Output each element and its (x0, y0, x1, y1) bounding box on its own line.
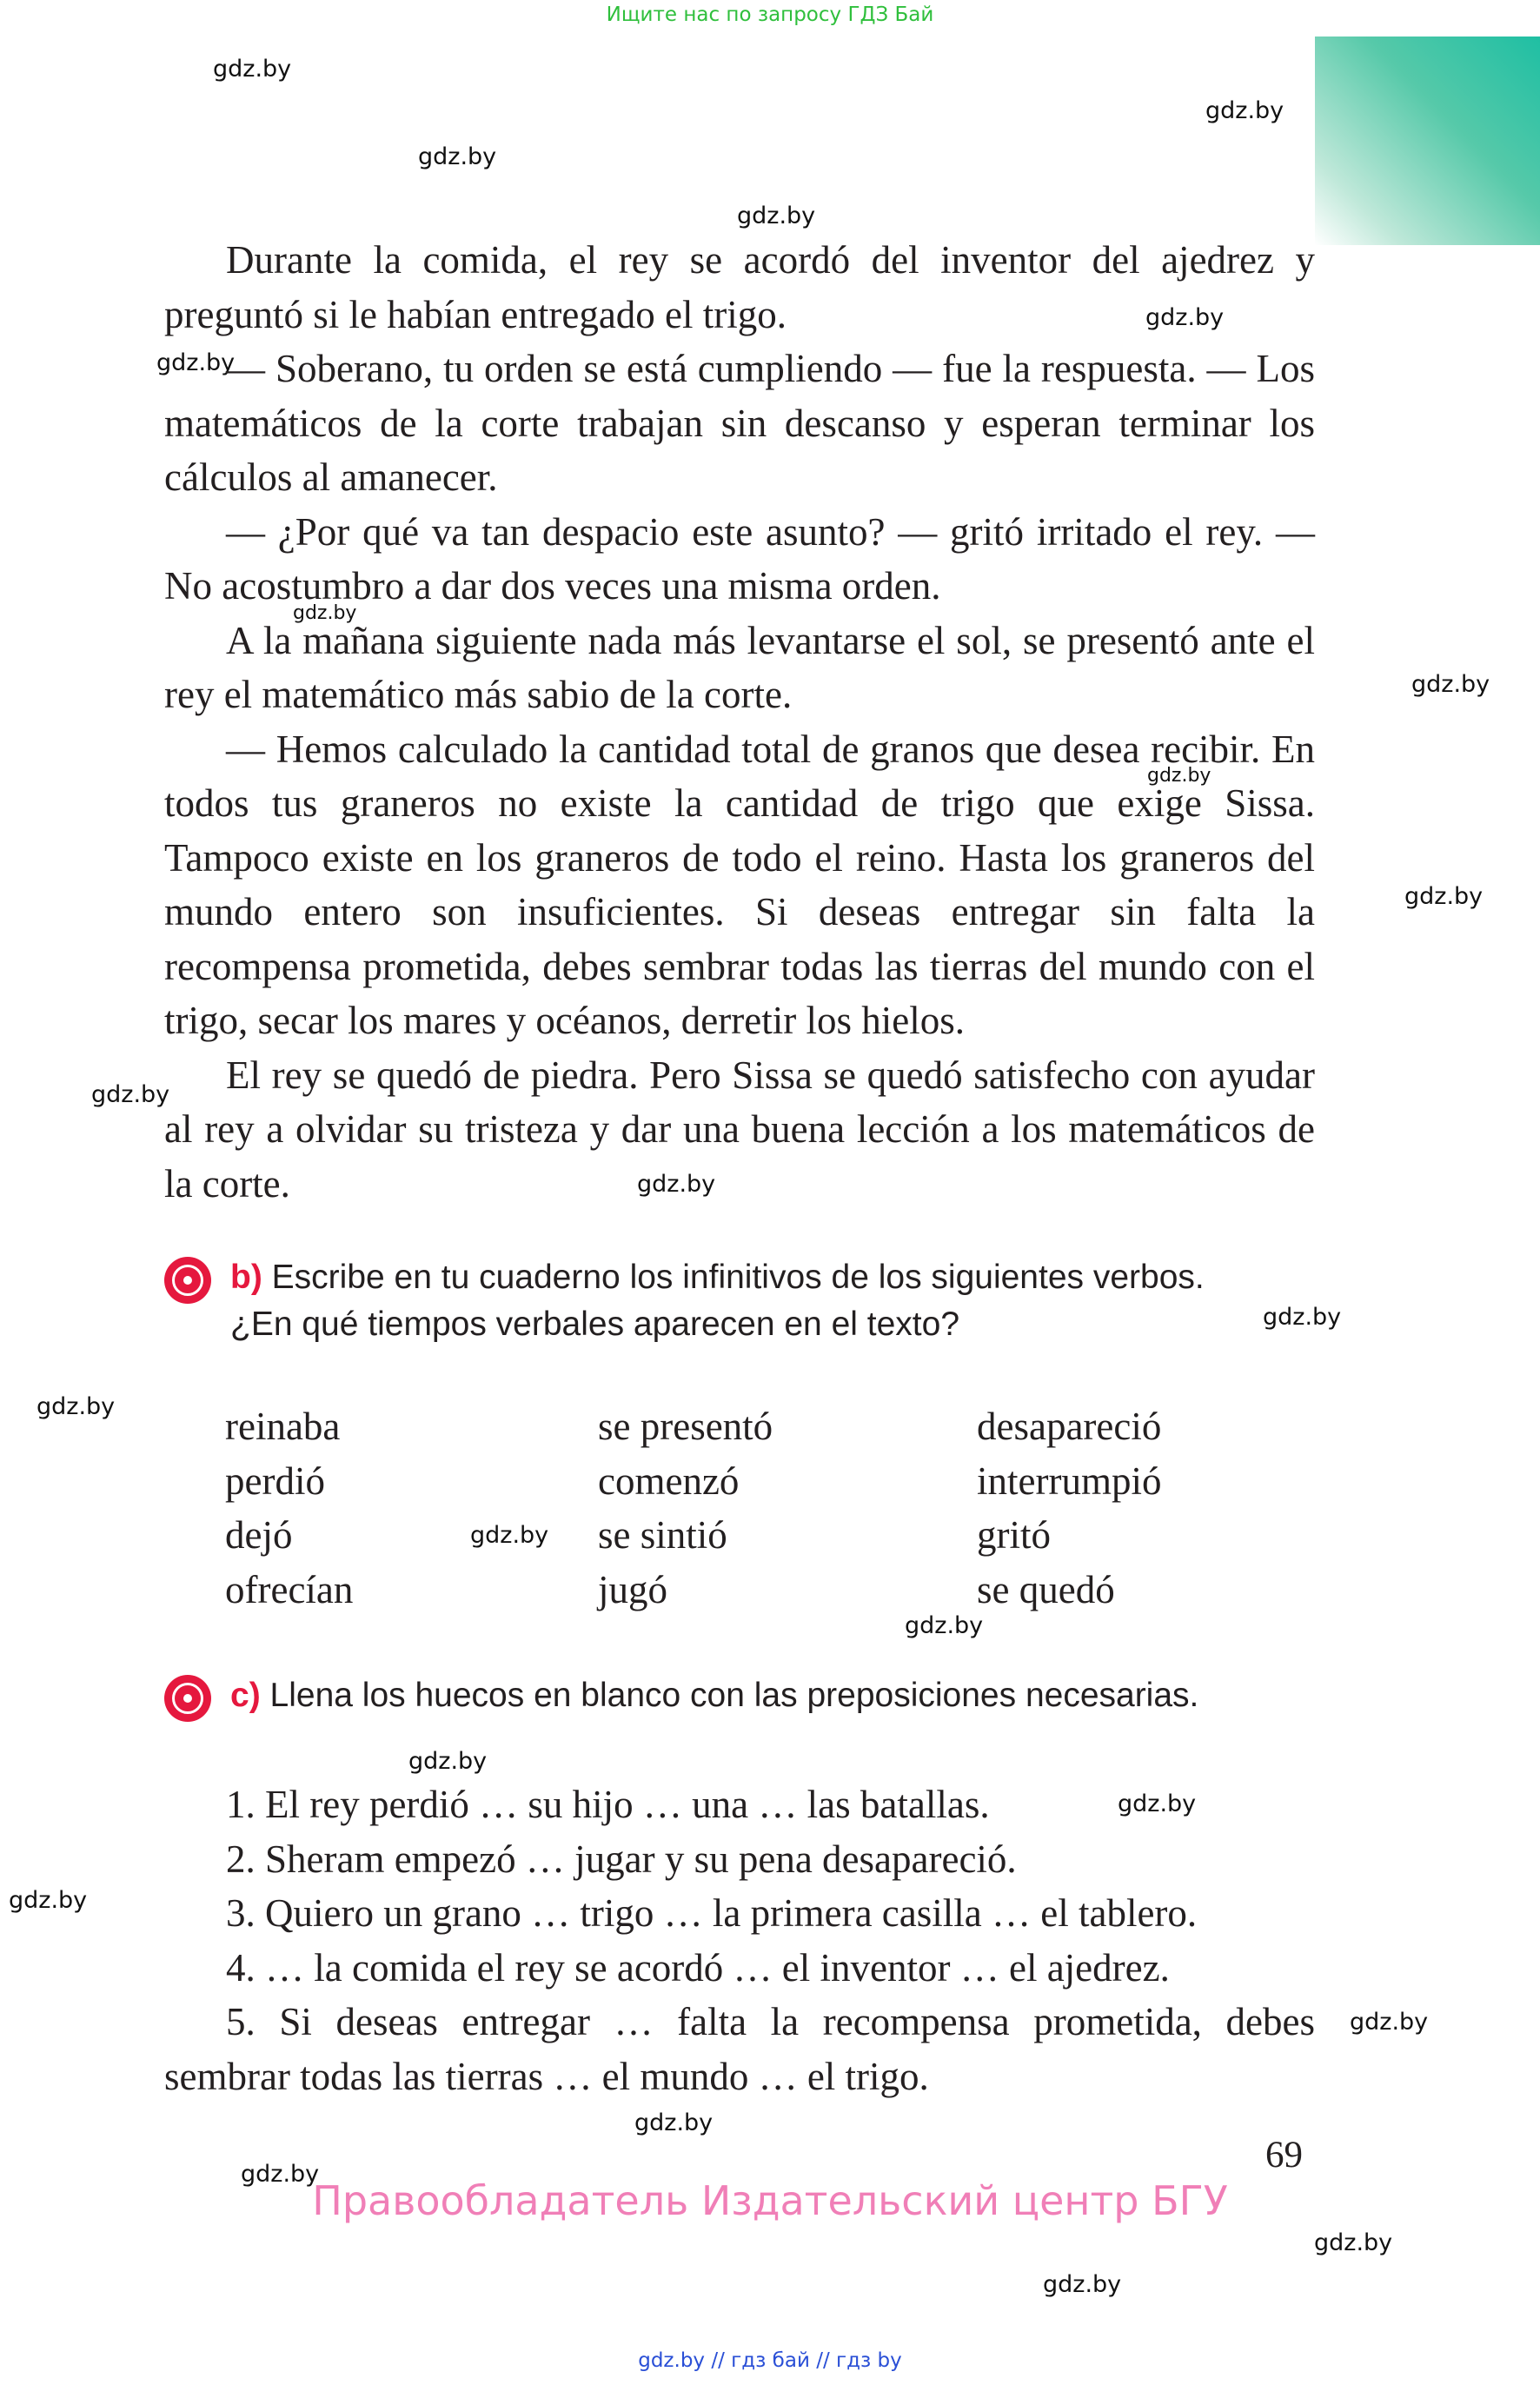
verb-item: desapareció (977, 1405, 1162, 1448)
task-c-text: Llena los huecos en blanco con las preposiciones necesarias. (269, 1677, 1199, 1714)
corner-decoration (1315, 37, 1540, 245)
watermark: gdz.by (634, 2109, 714, 2136)
verb-item: reinaba (225, 1405, 341, 1448)
exercise-item: 3. Quiero un grano … trigo … la primera casilla … el tablero. (226, 1891, 1198, 1935)
exercise-item: 2. Sheram empezó … jugar y su pena desapareció. (226, 1837, 1017, 1881)
verb-item: se sintió (598, 1513, 727, 1557)
watermark: gdz.by (1411, 671, 1490, 698)
watermark: gdz.by (637, 1171, 716, 1198)
task-c-letter: c) (230, 1677, 261, 1714)
task-target-icon (164, 1257, 211, 1304)
story-paragraph: — ¿Por qué va tan despacio este asunto? — gritó irritado el rey. — No acostumbro a dar dos veces una misma orden. (164, 509, 1315, 608)
watermark: gdz.by (1350, 2009, 1429, 2036)
publisher-notice: Правообладатель Издательский центр БГУ (312, 2177, 1228, 2224)
watermark: gdz.by (905, 1612, 984, 1639)
task-b-instruction (230, 1254, 1205, 1348)
watermark: gdz.by (213, 56, 292, 83)
watermark: gdz.by (1147, 765, 1211, 787)
footer-links: gdz.by // гдз бай // гдз by (638, 2349, 902, 2372)
watermark: gdz.by (1145, 304, 1225, 331)
story-paragraph: Durante la comida, el rey se acordó del inventor del ajedrez y preguntó si le habían entregado el trigo. (164, 238, 1315, 336)
watermark: gdz.by (1314, 2229, 1393, 2256)
watermark: gdz.by (470, 1522, 549, 1549)
story-text (164, 233, 1315, 1211)
exercise-list (164, 1777, 1315, 2103)
story-paragraph: — Hemos calculado la cantidad total de granos que desea recibir. En todos tus graneros no existe la cantidad de trigo que exige Sissa. Tampoco existe en los graneros de todo el reino. Hasta los graneros del mundo entero son insuficientes. Si deseas entregar sin falta la recompensa prometida, debes sembrar todas las tierras del mundo con el trigo, secar los mares y océanos, derretir los hielos. (164, 727, 1315, 1042)
verb-item: comenzó (598, 1458, 740, 1503)
task-c-instruction (230, 1672, 1198, 1719)
verb-column-3 (977, 1399, 1161, 1617)
task-b-line1: Escribe en tu cuaderno los infinitivos de los siguientes verbos. (271, 1259, 1205, 1296)
watermark: gdz.by (91, 1081, 170, 1108)
story-paragraph: El rey se quedó de piedra. Pero Sissa se quedó satisfecho con ayudar al rey a olvidar su tristeza y dar una buena lección a los matemáticos de la corte. (164, 1053, 1315, 1206)
watermark: gdz.by (37, 1393, 116, 1420)
story-paragraph: — Soberano, tu orden se está cumpliendo — fue la respuesta. — Los matemáticos de la corte trabajan sin descanso y esperan terminar los cálculos al amanecer. (164, 347, 1315, 499)
top-banner: Ищите нас по запросу ГДЗ Бай (606, 3, 934, 26)
watermark: gdz.by (418, 143, 497, 170)
exercise-item: 1. El rey perdió … su hijo … una … las batallas. (226, 1783, 990, 1826)
verb-item: dejó (225, 1513, 293, 1557)
verb-column-2 (598, 1399, 773, 1617)
watermark: gdz.by (1404, 883, 1484, 910)
verb-item: gritó (977, 1513, 1051, 1557)
exercise-item: 5. Si deseas entregar … falta la recompensa prometida, debes sembrar todas las tierras … el mundo … el trigo. (164, 2000, 1315, 2098)
task-b-letter: b) (230, 1259, 262, 1296)
verb-item: interrumpió (977, 1458, 1162, 1503)
watermark: gdz.by (1043, 2271, 1122, 2298)
watermark: gdz.by (408, 1748, 488, 1775)
watermark: gdz.by (1205, 97, 1284, 124)
watermark: gdz.by (241, 2161, 320, 2188)
task-b-line2: ¿En qué tiempos verbales aparecen en el texto? (230, 1305, 960, 1343)
verb-item: se quedó (977, 1567, 1115, 1611)
page-number: 69 (1265, 2135, 1303, 2176)
watermark: gdz.by (9, 1887, 88, 1914)
watermark: gdz.by (293, 602, 357, 624)
verb-item: se presentó (598, 1405, 773, 1448)
verb-column-1 (225, 1399, 353, 1617)
verb-item: perdió (225, 1458, 325, 1503)
verb-item: ofrecían (225, 1567, 354, 1611)
watermark: gdz.by (737, 203, 816, 229)
watermark: gdz.by (1118, 1790, 1197, 1817)
task-target-icon (164, 1675, 211, 1722)
watermark: gdz.by (1263, 1304, 1342, 1331)
verb-item: jugó (598, 1567, 668, 1611)
story-paragraph: A la mañana siguiente nada más levantarse el sol, se presentó ante el rey el matemático más sabio de la corte. (164, 618, 1315, 716)
watermark: gdz.by (156, 349, 236, 376)
exercise-item: 4. … la comida el rey se acordó … el inventor … el ajedrez. (226, 1945, 1170, 1990)
